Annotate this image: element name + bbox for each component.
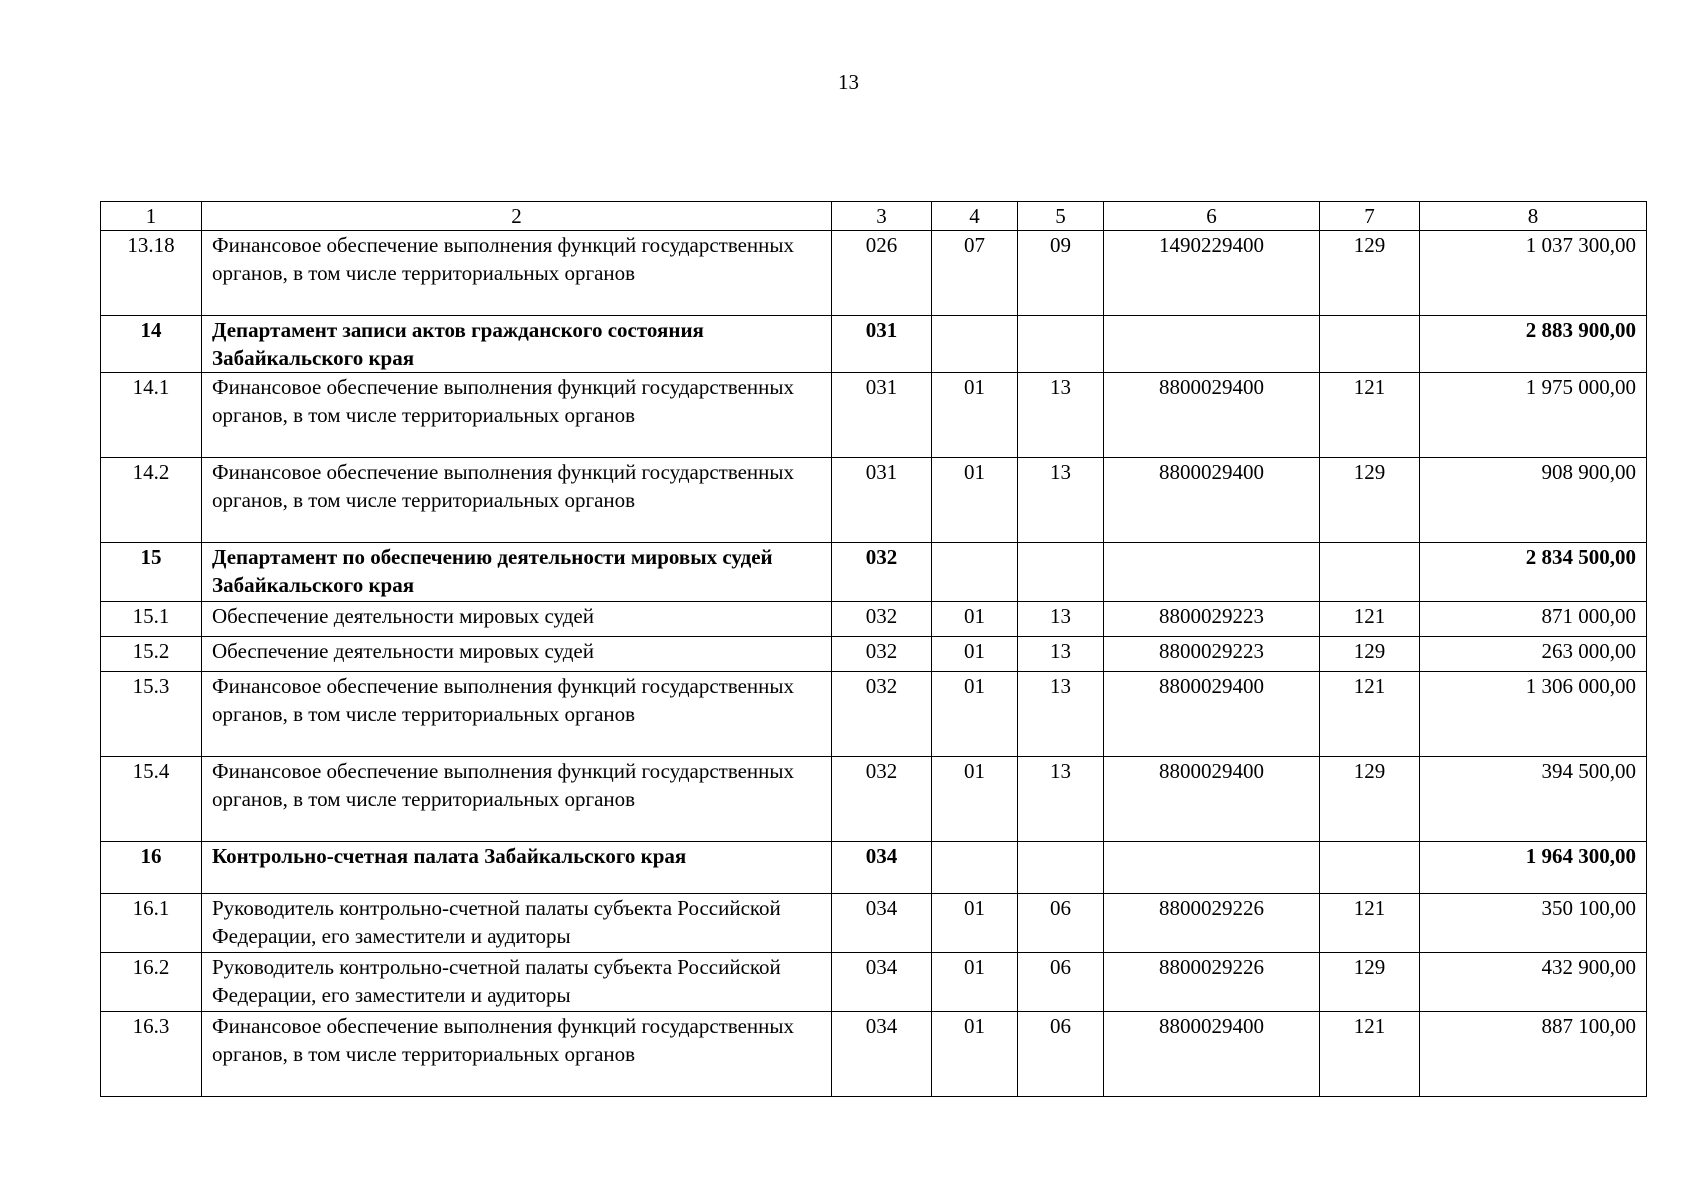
row-code-5 bbox=[1018, 316, 1104, 373]
row-sum: 394 500,00 bbox=[1420, 757, 1647, 842]
row-name: Обеспечение деятельности мировых судей bbox=[202, 637, 832, 672]
row-code-3: 032 bbox=[832, 757, 932, 842]
header-cell: 7 bbox=[1320, 202, 1420, 231]
table-row bbox=[101, 602, 1647, 637]
table-row bbox=[101, 842, 1647, 894]
row-code-5: 06 bbox=[1018, 953, 1104, 1012]
row-sum: 887 100,00 bbox=[1420, 1012, 1647, 1097]
row-code-7: 121 bbox=[1320, 894, 1420, 953]
row-code-6: 8800029400 bbox=[1104, 672, 1320, 757]
row-number: 15.4 bbox=[101, 757, 202, 842]
row-code-7 bbox=[1320, 842, 1420, 894]
row-number: 13.18 bbox=[101, 231, 202, 316]
row-number: 14 bbox=[101, 316, 202, 373]
page-number: 13 bbox=[838, 70, 859, 94]
row-code-4: 01 bbox=[932, 953, 1018, 1012]
row-name: Финансовое обеспечение выполнения функций государственных органов, в том числе территориальных органов bbox=[202, 373, 832, 458]
table-row bbox=[101, 637, 1647, 672]
row-code-7: 121 bbox=[1320, 602, 1420, 637]
row-code-5: 13 bbox=[1018, 373, 1104, 458]
row-code-3: 032 bbox=[832, 543, 932, 602]
table-row bbox=[101, 373, 1647, 458]
row-code-4: 07 bbox=[932, 231, 1018, 316]
row-name: Департамент по обеспечению деятельности мировых судей Забайкальского края bbox=[202, 543, 832, 602]
row-number: 16.2 bbox=[101, 953, 202, 1012]
budget-table bbox=[100, 201, 1647, 1097]
row-sum: 1 975 000,00 bbox=[1420, 373, 1647, 458]
row-code-7: 121 bbox=[1320, 1012, 1420, 1097]
row-code-5: 13 bbox=[1018, 672, 1104, 757]
row-code-3: 034 bbox=[832, 842, 932, 894]
row-code-4 bbox=[932, 842, 1018, 894]
row-code-7: 129 bbox=[1320, 637, 1420, 672]
row-code-3: 031 bbox=[832, 316, 932, 373]
row-code-7: 129 bbox=[1320, 231, 1420, 316]
row-code-4: 01 bbox=[932, 637, 1018, 672]
row-code-6: 8800029400 bbox=[1104, 458, 1320, 543]
row-sum: 1 037 300,00 bbox=[1420, 231, 1647, 316]
row-name: Департамент записи актов гражданского состояния Забайкальского края bbox=[202, 316, 832, 373]
table-header-row bbox=[101, 202, 1647, 231]
row-code-5 bbox=[1018, 842, 1104, 894]
row-code-3: 032 bbox=[832, 637, 932, 672]
row-sum: 908 900,00 bbox=[1420, 458, 1647, 543]
row-code-6 bbox=[1104, 316, 1320, 373]
row-code-5: 13 bbox=[1018, 602, 1104, 637]
row-code-7 bbox=[1320, 543, 1420, 602]
row-code-7: 121 bbox=[1320, 672, 1420, 757]
header-cell: 1 bbox=[101, 202, 202, 231]
row-code-5: 13 bbox=[1018, 637, 1104, 672]
row-number: 15.1 bbox=[101, 602, 202, 637]
row-code-7 bbox=[1320, 316, 1420, 373]
row-code-4: 01 bbox=[932, 1012, 1018, 1097]
row-code-4: 01 bbox=[932, 757, 1018, 842]
row-number: 16 bbox=[101, 842, 202, 894]
row-code-4: 01 bbox=[932, 894, 1018, 953]
row-code-6 bbox=[1104, 543, 1320, 602]
row-code-3: 031 bbox=[832, 373, 932, 458]
row-name: Финансовое обеспечение выполнения функций государственных органов, в том числе территориальных органов bbox=[202, 231, 832, 316]
row-code-4 bbox=[932, 316, 1018, 373]
row-code-7: 129 bbox=[1320, 953, 1420, 1012]
row-code-4: 01 bbox=[932, 602, 1018, 637]
row-code-6: 8800029226 bbox=[1104, 953, 1320, 1012]
row-code-5: 13 bbox=[1018, 458, 1104, 543]
table-row bbox=[101, 757, 1647, 842]
row-code-3: 032 bbox=[832, 672, 932, 757]
row-code-6 bbox=[1104, 842, 1320, 894]
row-sum: 350 100,00 bbox=[1420, 894, 1647, 953]
row-number: 15.3 bbox=[101, 672, 202, 757]
row-code-5 bbox=[1018, 543, 1104, 602]
row-sum: 871 000,00 bbox=[1420, 602, 1647, 637]
row-code-4: 01 bbox=[932, 458, 1018, 543]
row-name: Руководитель контрольно-счетной палаты субъекта Российской Федерации, его заместители и аудиторы bbox=[202, 894, 832, 953]
table-row bbox=[101, 543, 1647, 602]
row-code-7: 129 bbox=[1320, 757, 1420, 842]
row-sum: 432 900,00 bbox=[1420, 953, 1647, 1012]
row-code-6: 8800029400 bbox=[1104, 373, 1320, 458]
row-code-5: 06 bbox=[1018, 1012, 1104, 1097]
row-number: 15.2 bbox=[101, 637, 202, 672]
row-code-3: 032 bbox=[832, 602, 932, 637]
header-cell: 8 bbox=[1420, 202, 1647, 231]
row-code-6: 8800029226 bbox=[1104, 894, 1320, 953]
row-code-4 bbox=[932, 543, 1018, 602]
row-name: Контрольно-счетная палата Забайкальского края bbox=[202, 842, 832, 894]
row-code-7: 129 bbox=[1320, 458, 1420, 543]
row-name: Обеспечение деятельности мировых судей bbox=[202, 602, 832, 637]
row-sum: 2 834 500,00 bbox=[1420, 543, 1647, 602]
row-code-6: 8800029223 bbox=[1104, 602, 1320, 637]
row-sum: 1 964 300,00 bbox=[1420, 842, 1647, 894]
row-code-4: 01 bbox=[932, 373, 1018, 458]
row-name: Финансовое обеспечение выполнения функций государственных органов, в том числе территориальных органов bbox=[202, 1012, 832, 1097]
row-code-3: 034 bbox=[832, 894, 932, 953]
row-name: Финансовое обеспечение выполнения функций государственных органов, в том числе территориальных органов bbox=[202, 672, 832, 757]
table-row bbox=[101, 894, 1647, 953]
row-code-4: 01 bbox=[932, 672, 1018, 757]
row-number: 14.2 bbox=[101, 458, 202, 543]
row-code-6: 1490229400 bbox=[1104, 231, 1320, 316]
row-name: Руководитель контрольно-счетной палаты субъекта Российской Федерации, его заместители и аудиторы bbox=[202, 953, 832, 1012]
row-sum: 2 883 900,00 bbox=[1420, 316, 1647, 373]
table-row bbox=[101, 316, 1647, 373]
row-code-3: 031 bbox=[832, 458, 932, 543]
row-code-7: 121 bbox=[1320, 373, 1420, 458]
header-cell: 6 bbox=[1104, 202, 1320, 231]
header-cell: 4 bbox=[932, 202, 1018, 231]
table-row bbox=[101, 231, 1647, 316]
header-cell: 3 bbox=[832, 202, 932, 231]
row-number: 14.1 bbox=[101, 373, 202, 458]
row-sum: 263 000,00 bbox=[1420, 637, 1647, 672]
table-row bbox=[101, 458, 1647, 543]
row-name: Финансовое обеспечение выполнения функций государственных органов, в том числе территориальных органов bbox=[202, 757, 832, 842]
row-number: 16.1 bbox=[101, 894, 202, 953]
row-code-5: 06 bbox=[1018, 894, 1104, 953]
row-code-6: 8800029223 bbox=[1104, 637, 1320, 672]
row-code-6: 8800029400 bbox=[1104, 1012, 1320, 1097]
row-code-5: 09 bbox=[1018, 231, 1104, 316]
header-cell: 5 bbox=[1018, 202, 1104, 231]
row-code-5: 13 bbox=[1018, 757, 1104, 842]
row-name: Финансовое обеспечение выполнения функций государственных органов, в том числе территориальных органов bbox=[202, 458, 832, 543]
row-code-6: 8800029400 bbox=[1104, 757, 1320, 842]
table-row bbox=[101, 1012, 1647, 1097]
row-sum: 1 306 000,00 bbox=[1420, 672, 1647, 757]
row-code-3: 034 bbox=[832, 953, 932, 1012]
row-number: 15 bbox=[101, 543, 202, 602]
row-code-3: 026 bbox=[832, 231, 932, 316]
table-row bbox=[101, 953, 1647, 1012]
row-number: 16.3 bbox=[101, 1012, 202, 1097]
table-row bbox=[101, 672, 1647, 757]
header-cell: 2 bbox=[202, 202, 832, 231]
row-code-3: 034 bbox=[832, 1012, 932, 1097]
